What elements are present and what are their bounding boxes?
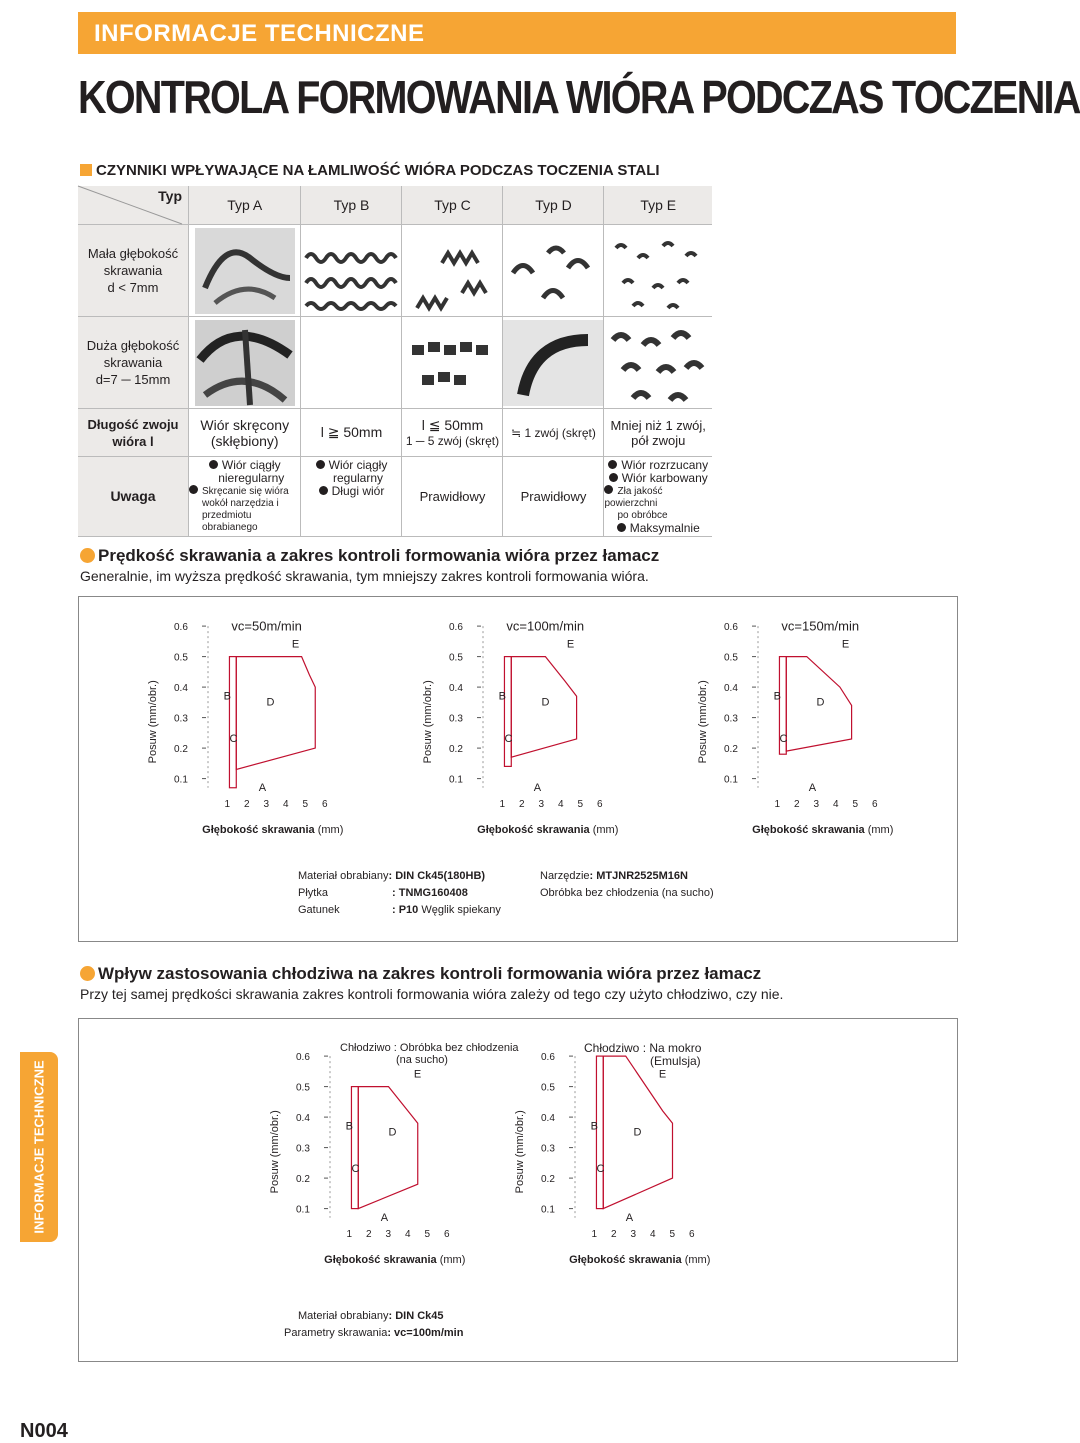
corner-label: Typ	[158, 188, 182, 204]
y-axis-label: Posuw (mm/obr.)	[697, 680, 709, 764]
section1-title: CZYNNIKI WPŁYWAJĄCE NA ŁAMLIWOŚĆ WIÓRA PODCZAS TOCZENIA STALI	[96, 162, 660, 179]
len-c: l ≦ 50mm 1 ─ 5 zwój (skręt)	[402, 409, 503, 457]
row-label-large-depth: Duża głębokość skrawania d=7 ─ 15mm	[78, 317, 189, 409]
x-tick-label: 2	[366, 1229, 372, 1240]
region-label-a: A	[625, 1211, 634, 1224]
region-label-c: C	[229, 733, 238, 745]
chip-image-icon	[195, 320, 295, 406]
region-label-e: E	[841, 638, 850, 651]
x-axis-label: Głębokość skrawania (mm)	[324, 1254, 466, 1266]
x-tick-label: 2	[519, 799, 525, 810]
x-tick-label: 3	[538, 799, 545, 810]
len-d: ≒ 1 zwój (skręt)	[503, 409, 604, 457]
chip-photo-c-small	[402, 225, 503, 317]
x-tick-label: 1	[346, 1229, 353, 1240]
chip-image-icon	[503, 228, 603, 314]
y-tick-label: 0.3	[541, 1143, 555, 1155]
y-axis-label: Posuw (mm/obr.)	[269, 1110, 281, 1194]
note-b: Wiór ciągły regularny Długi wiór	[301, 457, 402, 537]
x-tick-label: 1	[499, 799, 506, 810]
y-tick-label: 0.2	[724, 744, 738, 756]
section3-subtitle: Przy tej samej prędkości skrawania zakres kontroli formowania wióra zależy od tego czy użyto chłodziwo, czy nie.	[80, 986, 784, 1002]
region-label-a: A	[808, 781, 817, 794]
row-label-coil-length: Długość zwoju wióra l	[78, 409, 189, 457]
x-tick-label: 4	[283, 799, 289, 810]
x-tick-label: 6	[444, 1229, 450, 1240]
chart-title: vc=150m/min	[781, 618, 860, 634]
x-tick-label: 3	[385, 1229, 392, 1240]
chip-image-icon	[608, 228, 708, 314]
region-label-c: C	[779, 733, 788, 745]
x-tick-label: 2	[244, 799, 250, 810]
y-tick-label: 0.1	[541, 1204, 555, 1216]
y-tick-label: 0.2	[174, 744, 188, 756]
y-tick-label: 0.4	[296, 1113, 310, 1125]
region-label-a: A	[258, 781, 267, 794]
x-axis-label: Głębokość skrawania (mm)	[752, 824, 894, 836]
region-label-e: E	[413, 1068, 422, 1081]
y-tick-label: 0.4	[449, 683, 463, 695]
y-tick-label: 0.3	[174, 713, 188, 725]
region-d-outline	[236, 657, 315, 770]
section3-heading	[80, 964, 761, 984]
chart5-title: Chłodziwo : Na mokro (Emulsja)	[584, 1041, 702, 1068]
x-tick-label: 2	[611, 1229, 617, 1240]
section2-heading	[80, 546, 659, 566]
x-tick-label: 1	[774, 799, 781, 810]
chip-photo-b-large	[301, 317, 402, 409]
y-tick-label: 0.6	[541, 1052, 555, 1064]
region-label-c: C	[504, 733, 513, 745]
region-label-d: D	[816, 696, 825, 709]
y-tick-label: 0.3	[296, 1143, 310, 1155]
y-axis-label: Posuw (mm/obr.)	[147, 680, 159, 764]
note-e: Wiór rozrzucany Wiór karbowany Zła jakość powierzchni po obróbce Maksymalnie	[604, 457, 712, 537]
note-c: Prawidłowy	[402, 457, 503, 537]
chip-image-icon	[608, 320, 708, 406]
region-label-a: A	[533, 781, 542, 794]
chip-photo-e-large	[604, 317, 712, 409]
x-tick-label: 6	[322, 799, 328, 810]
y-tick-label: 0.5	[296, 1082, 310, 1094]
sec3-material: Materiał obrabiany: DIN Ck45 Parametry skrawania: vc=100m/min	[284, 1310, 464, 1339]
y-tick-label: 0.4	[174, 683, 188, 695]
region-label-d: D	[388, 1126, 397, 1139]
y-tick-label: 0.5	[174, 652, 188, 664]
region-label-a: A	[380, 1211, 389, 1224]
y-tick-label: 0.6	[296, 1052, 310, 1064]
x-tick-label: 5	[424, 1229, 431, 1240]
len-e: Mniej niż 1 zwój, pół zwoju	[604, 409, 712, 457]
section1-heading	[80, 162, 660, 179]
x-tick-label: 4	[833, 799, 839, 810]
type-header: Typ B	[301, 186, 402, 225]
region-label-d: D	[266, 696, 275, 709]
region-label-b: B	[345, 1120, 353, 1133]
section2-title: Prędkość skrawania a zakres kontroli formowania wióra przez łamacz	[98, 546, 660, 565]
region-label-b: B	[773, 690, 781, 703]
region-label-e: E	[566, 638, 575, 651]
page-number: N004	[20, 1420, 68, 1442]
circle-bullet-icon	[80, 548, 95, 563]
section-title: INFORMACJE TECHNICZNE	[94, 20, 425, 47]
x-tick-label: 6	[597, 799, 603, 810]
table-corner	[78, 186, 189, 225]
note-d: Prawidłowy	[503, 457, 604, 537]
y-tick-label: 0.6	[174, 622, 188, 634]
x-tick-label: 5	[577, 799, 584, 810]
side-tab[interactable]: INFORMACJE TECHNICZNE	[20, 1052, 58, 1242]
chip-photo-e-small	[604, 225, 712, 317]
x-tick-label: 2	[794, 799, 800, 810]
chart-title: vc=100m/min	[506, 618, 585, 634]
note-a: Wiór ciągły nieregularny Skręcanie się wióra wokół narzędzia i przedmiotu obrabianego	[189, 457, 301, 537]
y-tick-label: 0.1	[724, 774, 738, 786]
chart-title: vc=50m/min	[231, 618, 302, 634]
chip-photo-d-large	[503, 317, 604, 409]
type-header: Typ A	[189, 186, 301, 225]
y-tick-label: 0.6	[449, 622, 463, 634]
chip-image-icon	[301, 320, 401, 406]
chip-type-table	[78, 186, 712, 537]
region-label-b: B	[590, 1120, 598, 1133]
x-tick-label: 1	[591, 1229, 598, 1240]
chip-photo-a-small	[189, 225, 301, 317]
region-label-e: E	[658, 1068, 667, 1081]
y-tick-label: 0.4	[541, 1113, 555, 1125]
speed-charts	[147, 606, 950, 846]
section2-subtitle: Generalnie, im wyższa prędkość skrawania, tym mniejszy zakres kontroli formowania wióra.	[80, 568, 649, 584]
chip-image-icon	[301, 228, 401, 314]
y-axis-label: Posuw (mm/obr.)	[422, 680, 434, 764]
region-b-outline	[229, 657, 236, 788]
region-label-c: C	[596, 1163, 605, 1175]
type-header: Typ D	[503, 186, 604, 225]
x-tick-label: 4	[405, 1229, 411, 1240]
sec2-material-left: Materiał obrabiany: DIN Ck45(180HB) Płytka : TNMG160408 Gatunek : P10 Węglik spiekany	[298, 870, 501, 916]
x-tick-label: 6	[689, 1229, 695, 1240]
y-tick-label: 0.1	[449, 774, 463, 786]
y-tick-label: 0.5	[724, 652, 738, 664]
chip-photo-a-large	[189, 317, 301, 409]
chip-image-icon	[402, 228, 502, 314]
chip-image-icon	[503, 320, 603, 406]
x-tick-label: 3	[263, 799, 270, 810]
x-axis-label: Głębokość skrawania (mm)	[569, 1254, 711, 1266]
page-title: KONTROLA FORMOWANIA WIÓRA PODCZAS TOCZENIA	[78, 71, 1080, 123]
y-tick-label: 0.5	[449, 652, 463, 664]
y-tick-label: 0.4	[724, 683, 738, 695]
x-tick-label: 3	[630, 1229, 637, 1240]
x-tick-label: 5	[302, 799, 309, 810]
y-tick-label: 0.2	[449, 744, 463, 756]
len-b: l ≧ 50mm	[301, 409, 402, 457]
chip-image-icon	[402, 320, 502, 406]
sec2-material-right: Narzędzie: MTJNR2525M16N Obróbka bez chłodzenia (na sucho)	[540, 870, 714, 899]
x-tick-label: 4	[650, 1229, 656, 1240]
y-tick-label: 0.2	[541, 1174, 555, 1186]
square-bullet-icon	[80, 164, 92, 176]
chip-image-icon	[195, 228, 295, 314]
section3-title: Wpływ zastosowania chłodziwa na zakres kontroli formowania wióra przez łamacz	[98, 964, 762, 983]
region-label-d: D	[633, 1126, 642, 1139]
type-header: Typ C	[402, 186, 503, 225]
y-tick-label: 0.3	[724, 713, 738, 725]
y-tick-label: 0.3	[449, 713, 463, 725]
circle-bullet-icon	[80, 966, 95, 981]
region-label-b: B	[498, 690, 506, 703]
row-label-small-depth: Mała głębokość skrawania d < 7mm	[78, 225, 189, 317]
section3-box	[78, 1018, 958, 1362]
x-tick-label: 5	[852, 799, 859, 810]
region-label-b: B	[223, 690, 231, 703]
chart4-title: Chłodziwo : Obróbka bez chłodzenia (na sucho)	[340, 1042, 519, 1066]
section-band	[78, 12, 956, 54]
region-label-e: E	[291, 638, 300, 651]
region-b-outline	[504, 657, 511, 767]
x-tick-label: 4	[558, 799, 564, 810]
len-a: Wiór skręcony (skłębiony)	[189, 409, 301, 457]
y-tick-label: 0.6	[724, 622, 738, 634]
y-tick-label: 0.5	[541, 1082, 555, 1094]
row-label-note: Uwaga	[78, 457, 189, 537]
y-tick-label: 0.1	[174, 774, 188, 786]
y-tick-label: 0.2	[296, 1174, 310, 1186]
y-tick-label: 0.1	[296, 1204, 310, 1216]
x-axis-label: Głębokość skrawania (mm)	[202, 824, 344, 836]
region-label-d: D	[541, 696, 550, 709]
chip-photo-b-small	[301, 225, 402, 317]
x-tick-label: 5	[669, 1229, 676, 1240]
type-header: Typ E	[604, 186, 712, 225]
y-axis-label: Posuw (mm/obr.)	[514, 1110, 526, 1194]
chip-photo-c-large	[402, 317, 503, 409]
x-tick-label: 6	[872, 799, 878, 810]
x-axis-label: Głębokość skrawania (mm)	[477, 824, 619, 836]
x-tick-label: 3	[813, 799, 820, 810]
region-label-c: C	[351, 1163, 360, 1175]
x-tick-label: 1	[224, 799, 231, 810]
chip-photo-d-small	[503, 225, 604, 317]
